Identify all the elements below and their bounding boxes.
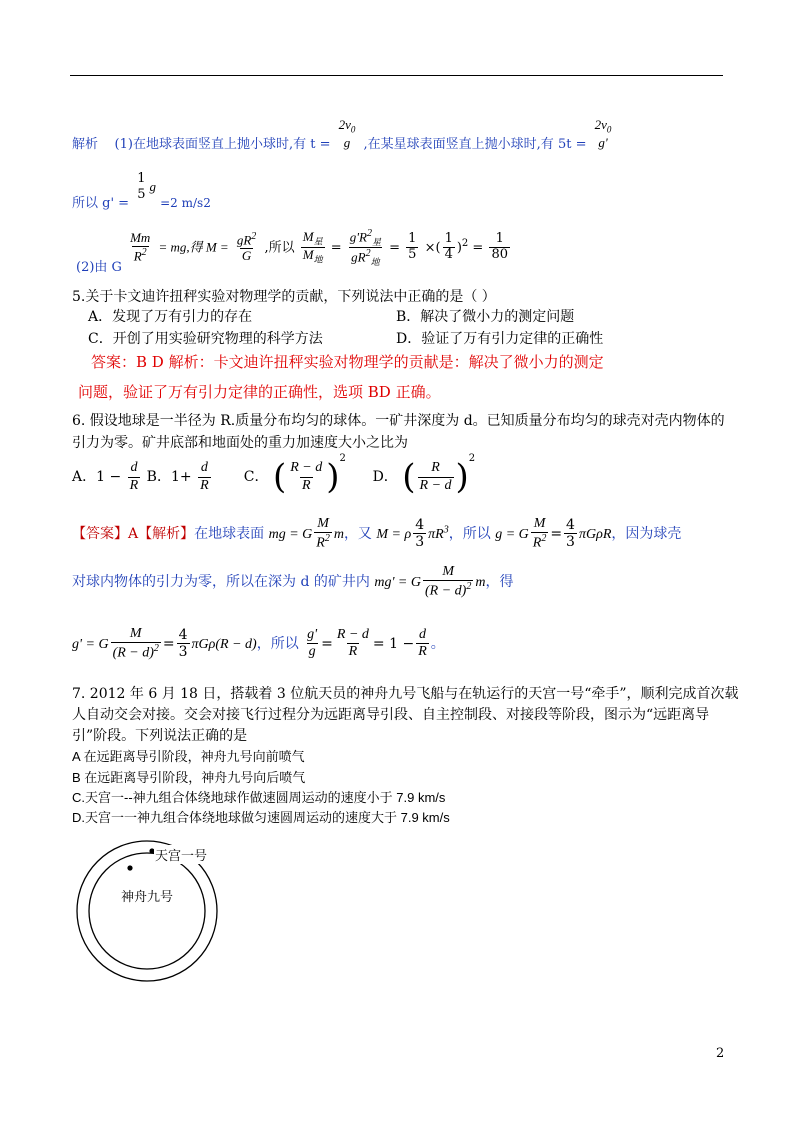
q5-stem: 5.关于卡文迪许扭秤实验对物理学的贡献，下列说法中正确的是（ ）: [72, 289, 496, 305]
fraction-R-Rmd: $\frac{R}{R - d}$: [419, 460, 452, 493]
solution-line-2: 所以 g' = 1 5 g =2 m/s2: [72, 171, 211, 211]
fraction-gR2-ratio: $\frac{g'R^2_星}{gR^2_地}$: [349, 228, 381, 268]
fraction-4-3: $\frac{4}{3}$: [415, 517, 425, 551]
q6-option-b: B．1+ $\frac{d}{R}$: [146, 460, 209, 493]
q5-answer-line-2: 问题，验证了万有引力定律的正确性，选项 BD 正确。: [78, 383, 441, 401]
fraction-Mx-Md: $\frac{M_星}{M_地}$: [302, 229, 323, 265]
q7-option-a: A 在远距离导引阶段，神舟九号向前喷气: [72, 749, 305, 764]
fraction-gR2-G: $\frac{gR^2}{G}$: [236, 231, 257, 264]
fraction-d-R: $\frac{d}{R}$: [129, 460, 139, 493]
solution-line-3: (2)由 G $\frac{Mm}{R^2}$ = mg,得 M = $\frac{gR^2}{G}$ ,所以 $\frac{M_星}{M_地}$ = $\frac{g'R^2_星}{gR^2_地}$ = $\frac{1}{5}$ ×( $\frac{1}{4}$ )$^2$ = $\frac{1}{80}$: [76, 228, 509, 276]
fraction-gp-g: $\frac{g'}{g}$: [307, 627, 318, 660]
fraction-M-Rmd2: $\frac{M}{(R - d)^2}$: [425, 564, 472, 599]
fraction-2v0-g: $2v_0$ g: [338, 117, 356, 150]
fraction-Mm-R2: $\frac{Mm}{R^2}$: [130, 230, 151, 264]
fraction-d-R-c: $\frac{d}{R}$: [418, 627, 427, 660]
q7-option-b: B 在远距离导引阶段，神舟九号向后喷气: [72, 770, 306, 785]
fraction-d-R-b: $\frac{d}{R}$: [200, 460, 209, 493]
fraction-4-3-c: $\frac{4}{3}$: [178, 627, 188, 661]
fraction-Rmd-R-b: $\frac{R - d}{R}$: [336, 627, 369, 660]
fraction-1-5: 1 5: [137, 171, 146, 202]
solution-line-1: 解析 (1)在地球表面竖直上抛小球时,有 t = $2v_0$ g ,在某星球表面竖直上抛小球时,有 5t = $2v_0$ g': [72, 117, 612, 152]
page-number: 2: [716, 1046, 725, 1061]
orbit-diagram: [72, 836, 222, 986]
q7-option-c: C.天宫一--神九组合体绕地球作做速圆周运动的速度小于 7.9 km/s: [72, 790, 446, 805]
fraction-2v0-gprime: $2v_0$ g': [594, 117, 612, 150]
q6-option-c: C． ( $\frac{R - d}{R}$ )$^2$: [243, 453, 346, 497]
q5-option-d: D．验证了万有引力定律的正确性: [396, 331, 604, 347]
fraction-1-4: $\frac{1}{4}$: [444, 231, 453, 263]
q6-stem-line-1: 6. 假设地球是一半径为 R.质量分布均匀的球体。一矿井深度为 d。已知质量分布均匀的球壳对壳内物体的: [72, 413, 725, 429]
q6-answer-line-3: g' = G $\frac{M}{(R - d)^2}$ = $\frac{4}{3}$ πGρ(R − d)，所以 $\frac{g'}{g}$ = $\frac{R - d}{R}$ = 1 − $\frac{d}{R}$ 。: [72, 626, 445, 661]
label-shenzhou: 神舟九号: [120, 886, 174, 905]
q7-stem-line-1: 7. 2012 年 6 月 18 日，搭载着 3 位航天员的神舟九号飞船与在轨运行的天宫一号“牵手”，顺利完成首次载: [72, 686, 739, 702]
shenzhou-dot: [127, 865, 132, 870]
q6-answer-line-1: 【答案】A【解析】在地球表面 mg = G $\frac{M}{R^2}$ m，又 M = ρ $\frac{4}{3}$ $\pi R^3$，所以 g = G $\frac{M}{R^2}$ = $\frac{4}{3}$ πGρR，因为球壳: [72, 516, 682, 551]
q6-option-a: A．1 − $\frac{d}{R}$: [72, 460, 139, 493]
q5-option-b: B．解决了微小力的测定问题: [396, 309, 575, 325]
fraction-M-R2-b: $\frac{M}{R^2}$: [532, 516, 547, 551]
label-tiangong: 天宫一号: [154, 845, 208, 864]
fraction-M-Rmd2-b: $\frac{M}{(R - d)^2}$: [112, 626, 159, 661]
q7-stem-line-2: 人自动交会对接。交会对接飞行过程分为远距离导引段、自主控制段、对接段等阶段，图示为“远距离导: [72, 707, 710, 723]
q6-answer-line-2: 对球内物体的引力为零，所以在深为 d 的矿井内 mg' = G $\frac{M}{(R - d)^2}$ m，得: [72, 564, 514, 599]
q7-stem-line-3: 引”阶段。下列说法正确的是: [72, 728, 248, 744]
q5-answer-line-1: 答案：B D 解析：卡文迪许扭秤实验对物理学的贡献是：解决了微小力的测定: [91, 353, 604, 371]
q6-options: [72, 453, 476, 497]
fraction-1-5b: $\frac{1}{5}$: [408, 231, 417, 263]
q6-option-d: D． ( $\frac{R}{R - d}$ )$^2$: [372, 453, 476, 497]
q6-stem-line-2: 引力为零。矿井底部和地面处的重力加速度大小之比为: [72, 435, 408, 451]
header-rule: [70, 75, 723, 76]
fraction-1-80: $\frac{1}{80}$: [491, 231, 509, 263]
fraction-4-3-b: $\frac{4}{3}$: [566, 517, 575, 551]
fraction-Rmd-R: $\frac{R - d}{R}$: [290, 460, 323, 493]
q7-option-d: D.天宫一一神九组合体绕地球做匀速圆周运动的速度大于 7.9 km/s: [72, 810, 450, 825]
q5-option-a: A．发现了万有引力的存在: [88, 309, 253, 325]
fraction-M-R2: $\frac{M}{R^2}$: [316, 516, 330, 551]
q5-option-c: C．开创了用实验研究物理的科学方法: [88, 331, 323, 347]
inner-orbit: [89, 853, 205, 969]
